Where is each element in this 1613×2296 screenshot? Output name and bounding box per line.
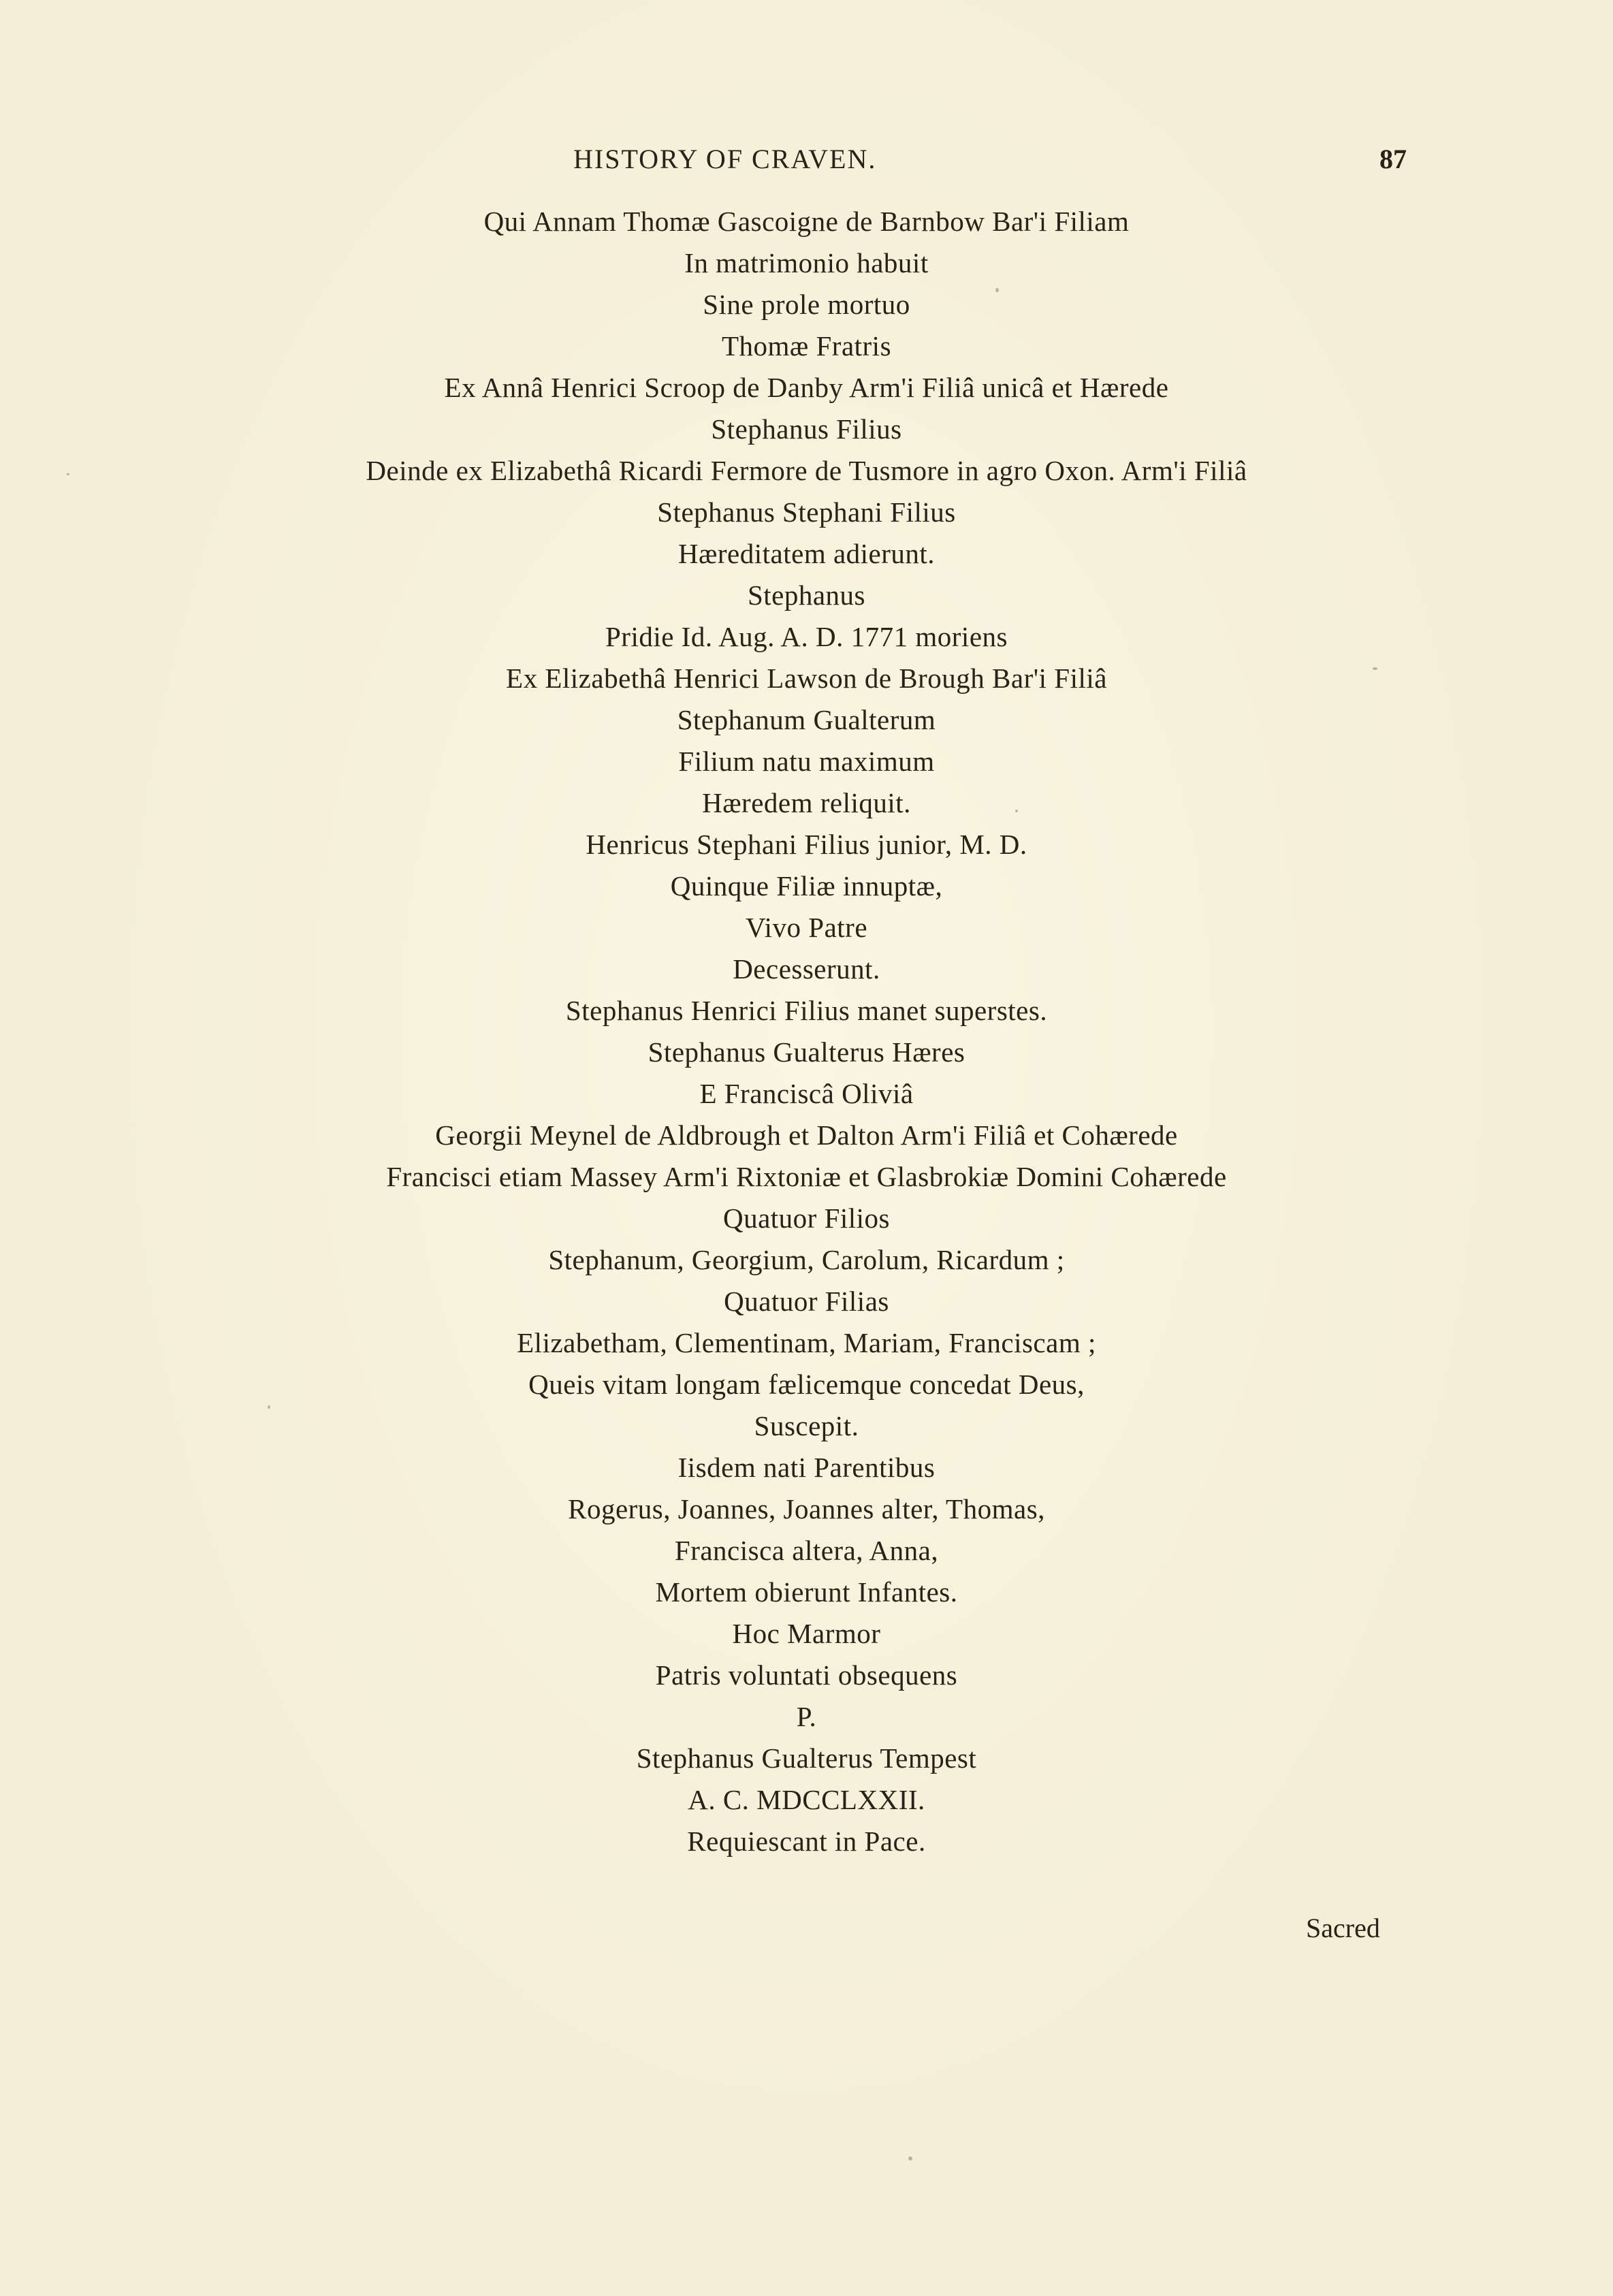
paper-speck (268, 1405, 270, 1409)
inscription-line: Stephanus (747, 579, 866, 611)
inscription-line: Francisca altera, Anna, (674, 1535, 939, 1566)
inscription-line: Qui Annam Thomæ Gascoigne de Barnbow Bar'i Filiam (483, 206, 1130, 237)
running-head (0, 143, 1613, 184)
inscription-line: Vivo Patre (745, 912, 868, 943)
inscription-line: Queis vitam longam fælicemque concedat Deus, (528, 1369, 1085, 1400)
inscription-line: Pridie Id. Aug. A. D. 1771 moriens (605, 621, 1008, 652)
inscription-line: Requiescant in Pace. (687, 1825, 926, 1857)
inscription-line: Stephanum Gualterum (677, 704, 936, 735)
running-title: HISTORY OF CRAVEN. (573, 144, 877, 174)
inscription-line: Elizabetham, Clementinam, Mariam, Franciscam ; (517, 1327, 1096, 1358)
inscription-line: Suscepit. (754, 1410, 859, 1441)
inscription-line: Hæredem reliquit. (702, 787, 911, 818)
inscription-line: A. C. MDCCLXXII. (688, 1784, 925, 1815)
inscription-line: Deinde ex Elizabethâ Ricardi Fermore de Tusmore in agro Oxon. Arm'i Filiâ (366, 455, 1247, 486)
inscription-line: Georgii Meynel de Aldbrough et Dalton Arm'i Filiâ et Cohærede (435, 1119, 1178, 1151)
inscription-line: Quinque Filiæ innuptæ, (670, 870, 943, 902)
inscription-line: Ex Elizabethâ Henrici Lawson de Brough Bar'i Filiâ (506, 663, 1107, 694)
inscription-line: Patris voluntati obsequens (655, 1659, 958, 1691)
inscription-line: Henricus Stephani Filius junior, M. D. (586, 829, 1027, 860)
inscription-line: Hoc Marmor (732, 1618, 881, 1649)
page-number: 87 (1379, 144, 1407, 174)
inscription-line: In matrimonio habuit (684, 247, 929, 278)
inscription-line: Iisdem nati Parentibus (677, 1452, 936, 1483)
paper-speck (995, 288, 999, 292)
paper-speck (1373, 667, 1377, 670)
catchword: Sacred (1306, 1913, 1380, 1943)
inscription-text (0, 201, 1613, 1862)
inscription-line: Quatuor Filios (722, 1202, 891, 1234)
inscription-line: Filium natu maximum (678, 746, 935, 777)
inscription-line: Stephanus Henrici Filius manet superstes. (565, 995, 1048, 1026)
inscription-line: Stephanus Filius (711, 413, 902, 445)
inscription-line: E Franciscâ Oliviâ (699, 1078, 914, 1109)
inscription-line: Mortem obierunt Infantes. (655, 1576, 958, 1608)
paper-speck (67, 473, 69, 475)
inscription-line: Francisci etiam Massey Arm'i Rixtoniæ et Glasbrokiæ Domini Cohærede (386, 1161, 1227, 1192)
inscription-line: Decesserunt. (733, 953, 880, 985)
inscription-line: Stephanus Gualterus Tempest (636, 1742, 977, 1774)
inscription-line: Stephanus Gualterus Hæres (648, 1036, 965, 1068)
paper-speck (1015, 810, 1018, 812)
inscription-line: Ex Annâ Henrici Scroop de Danby Arm'i Filiâ unicâ et Hærede (444, 372, 1169, 403)
inscription-line: Quatuor Filias (724, 1286, 889, 1317)
inscription-line: Thomæ Fratris (721, 330, 892, 362)
inscription-line: Rogerus, Joannes, Joannes alter, Thomas, (568, 1493, 1045, 1525)
inscription-line: Stephanus Stephani Filius (657, 496, 956, 528)
inscription-line: Hæreditatem adierunt. (677, 538, 936, 569)
paper-speck (908, 2156, 912, 2161)
inscription-line: Stephanum, Georgium, Carolum, Ricardum ; (548, 1244, 1065, 1275)
inscription-line: P. (796, 1701, 817, 1732)
inscription-line: Sine prole mortuo (703, 289, 910, 320)
